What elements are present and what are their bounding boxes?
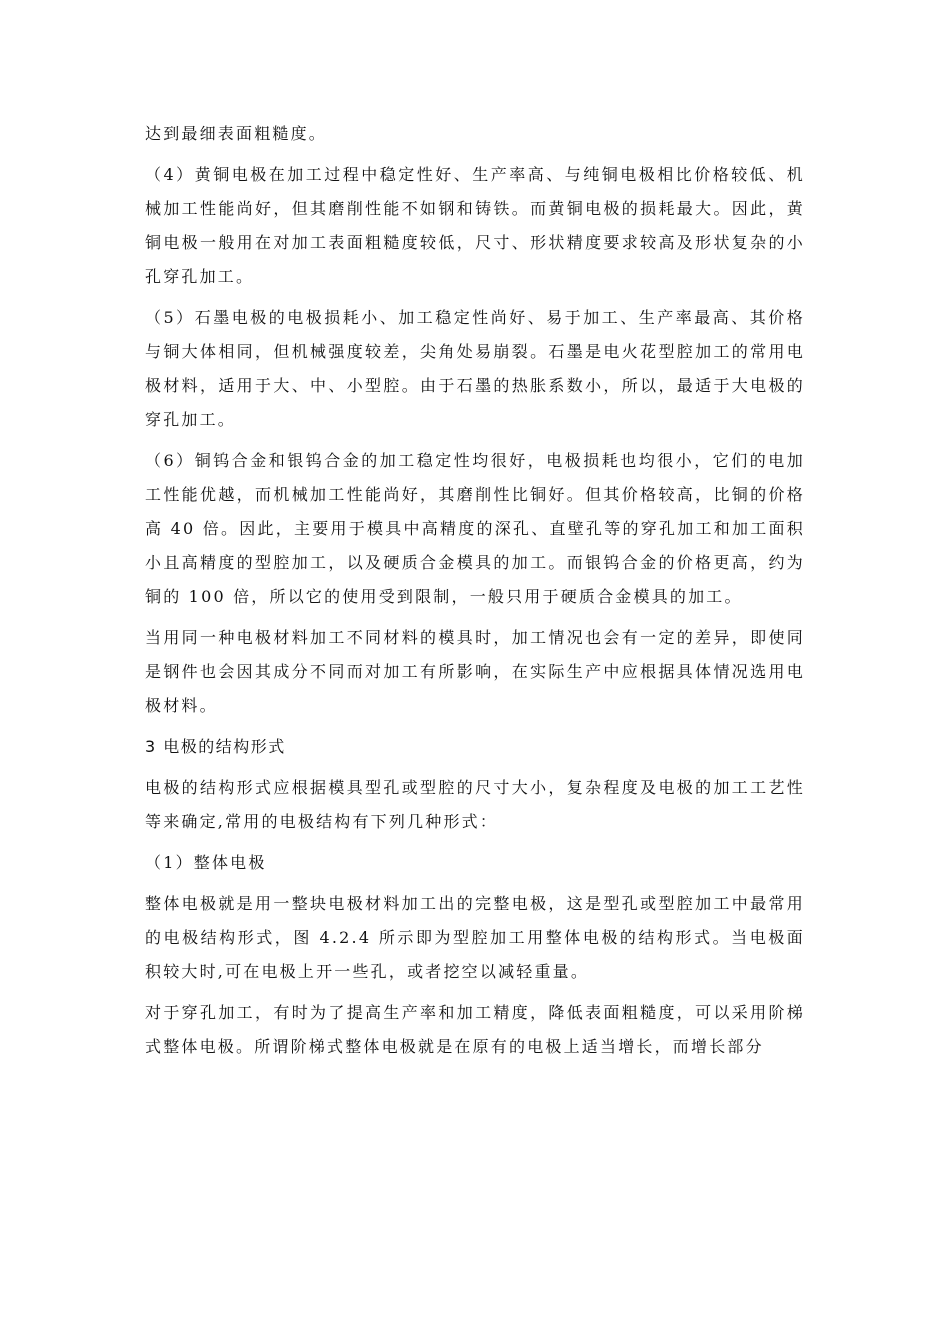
paragraph-integral-electrode: 整体电极就是用一整块电极材料加工出的完整电极，这是型孔或型腔加工中最常用的电极结构形式，图 4.2.4 所示即为型腔加工用整体电极的结构形式。当电极面积较大时,可在电极上开一些孔，或者挖空以减轻重量。 [145,894,805,981]
section-heading-electrode-structure: 3 电极的结构形式 [145,737,286,756]
paragraph-graphite-electrode: （5）石墨电极的电极损耗小、加工稳定性尚好、易于加工、生产率最高、其价格与铜大体相同，但机械强度较差，尖角处易崩裂。石墨是电火花型腔加工的常用电极材料，适用于大、中、小型腔。由于石墨的热胀系数小，所以，最适于大电极的穿孔加工。 [145,308,805,429]
paragraph-stepped-electrode: 对于穿孔加工，有时为了提高生产率和加工精度，降低表面粗糙度，可以采用阶梯式整体电极。所谓阶梯式整体电极就是在原有的电极上适当增长，而增长部分 [145,1003,805,1056]
paragraph-tungsten-alloy-electrode: （6）铜钨合金和银钨合金的加工稳定性均很好，电极损耗也均很小，它们的电加工性能优越，而机械加工性能尚好，其磨削性比铜好。但其价格较高，比铜的价格高 40 倍。因此，主要用于模具中高精度的深孔、直壁孔等的穿孔加工和加工面积小且高精度的型腔加工，以及硬质合金模具的加工。而银钨合金的价格更高，约为铜的 100 倍，所以它的使用受到限制，一般只用于硬质合金模具的加工。 [145,451,805,606]
subheading-integral-electrode: （1）整体电极 [145,853,267,872]
paragraph-brass-electrode: （4）黄铜电极在加工过程中稳定性好、生产率高、与纯铜电极相比价格较低、机械加工性能尚好，但其磨削性能不如钢和铸铁。而黄铜电极的损耗最大。因此，黄铜电极一般用在对加工表面粗糙度较低，尺寸、形状精度要求较高及形状复杂的小孔穿孔加工。 [145,165,805,286]
paragraph-structure-intro: 电极的结构形式应根据模具型孔或型腔的尺寸大小，复杂程度及电极的加工工艺性等来确定,常用的电极结构有下列几种形式： [145,778,805,831]
paragraph-surface-roughness-end: 达到最细表面粗糙度。 [145,124,328,143]
paragraph-material-selection: 当用同一种电极材料加工不同材料的模具时，加工情况也会有一定的差异，即使同是钢件也会因其成分不同而对加工有所影响，在实际生产中应根据具体情况选用电极材料。 [145,628,805,715]
document-page [145,117,805,1071]
